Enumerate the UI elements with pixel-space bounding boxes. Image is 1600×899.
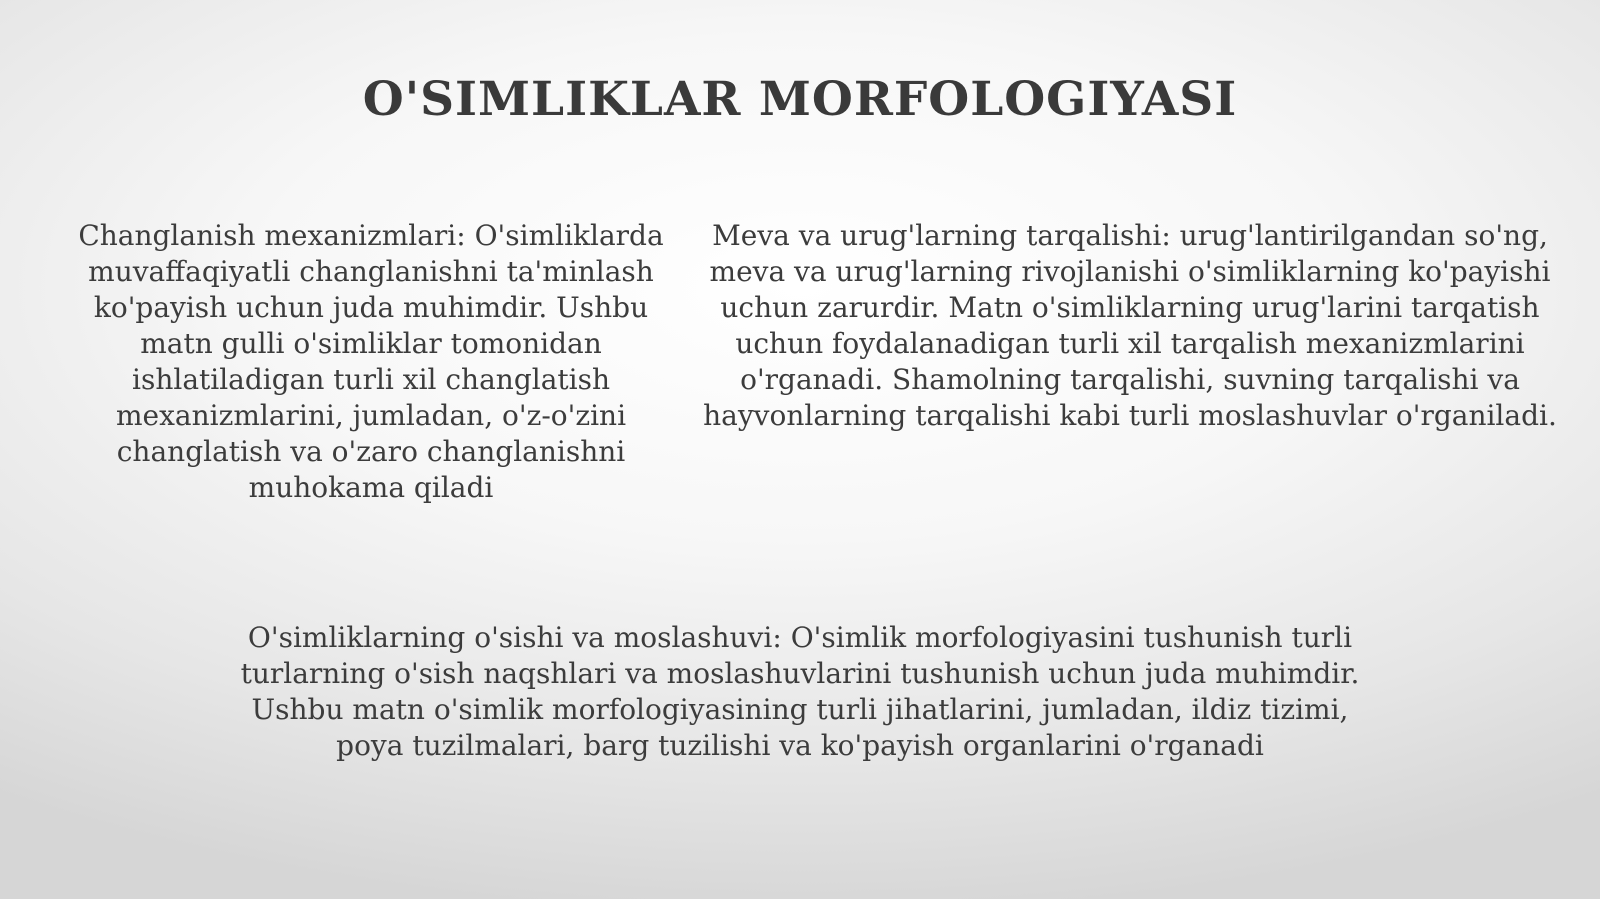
pollination-text-block: Changlanish mexanizmlari: O'simliklarda muvaffaqiyatli changlanishni ta'minlash ko'payish uchun juda muhimdir. Ushbu matn gulli o'simliklar tomonidan ishlatiladigan turli xil changlatish mexanizmlarini, jumladan, o'z-o'zini changlatish va o'zaro changlanishni muhokama qiladi: [78, 219, 664, 504]
slide-title: O'SIMLIKLAR MORFOLOGIYASI: [362, 72, 1238, 127]
seed-dispersal-text-block: Meva va urug'larning tarqalishi: urug'lantirilgandan so'ng, meva va urug'larning rivojlanishi o'simliklarning ko'payishi uchun zarurdir. Matn o'simliklarning urug'larini tarqatish uchun foydalanadigan turli xil tarqalish mexanizmlarini o'rganadi. Shamolning tarqalishi, suvning tarqalishi va hayvonlarning tarqalishi kabi turli moslashuvlar o'rganiladi.: [703, 219, 1557, 432]
growth-adaptation-text-block: O'simliklarning o'sishi va moslashuvi: O'simlik morfologiyasini tushunish turli turlarning o'sish naqshlari va moslashuvlarini tushunish uchun juda muhimdir. Ushbu matn o'simlik morfologiyasining turli jihatlarini, jumladan, ildiz tizimi, poya tuzilmalari, barg tuzilishi va ko'payish organlarini o'rganadi: [240, 621, 1360, 762]
